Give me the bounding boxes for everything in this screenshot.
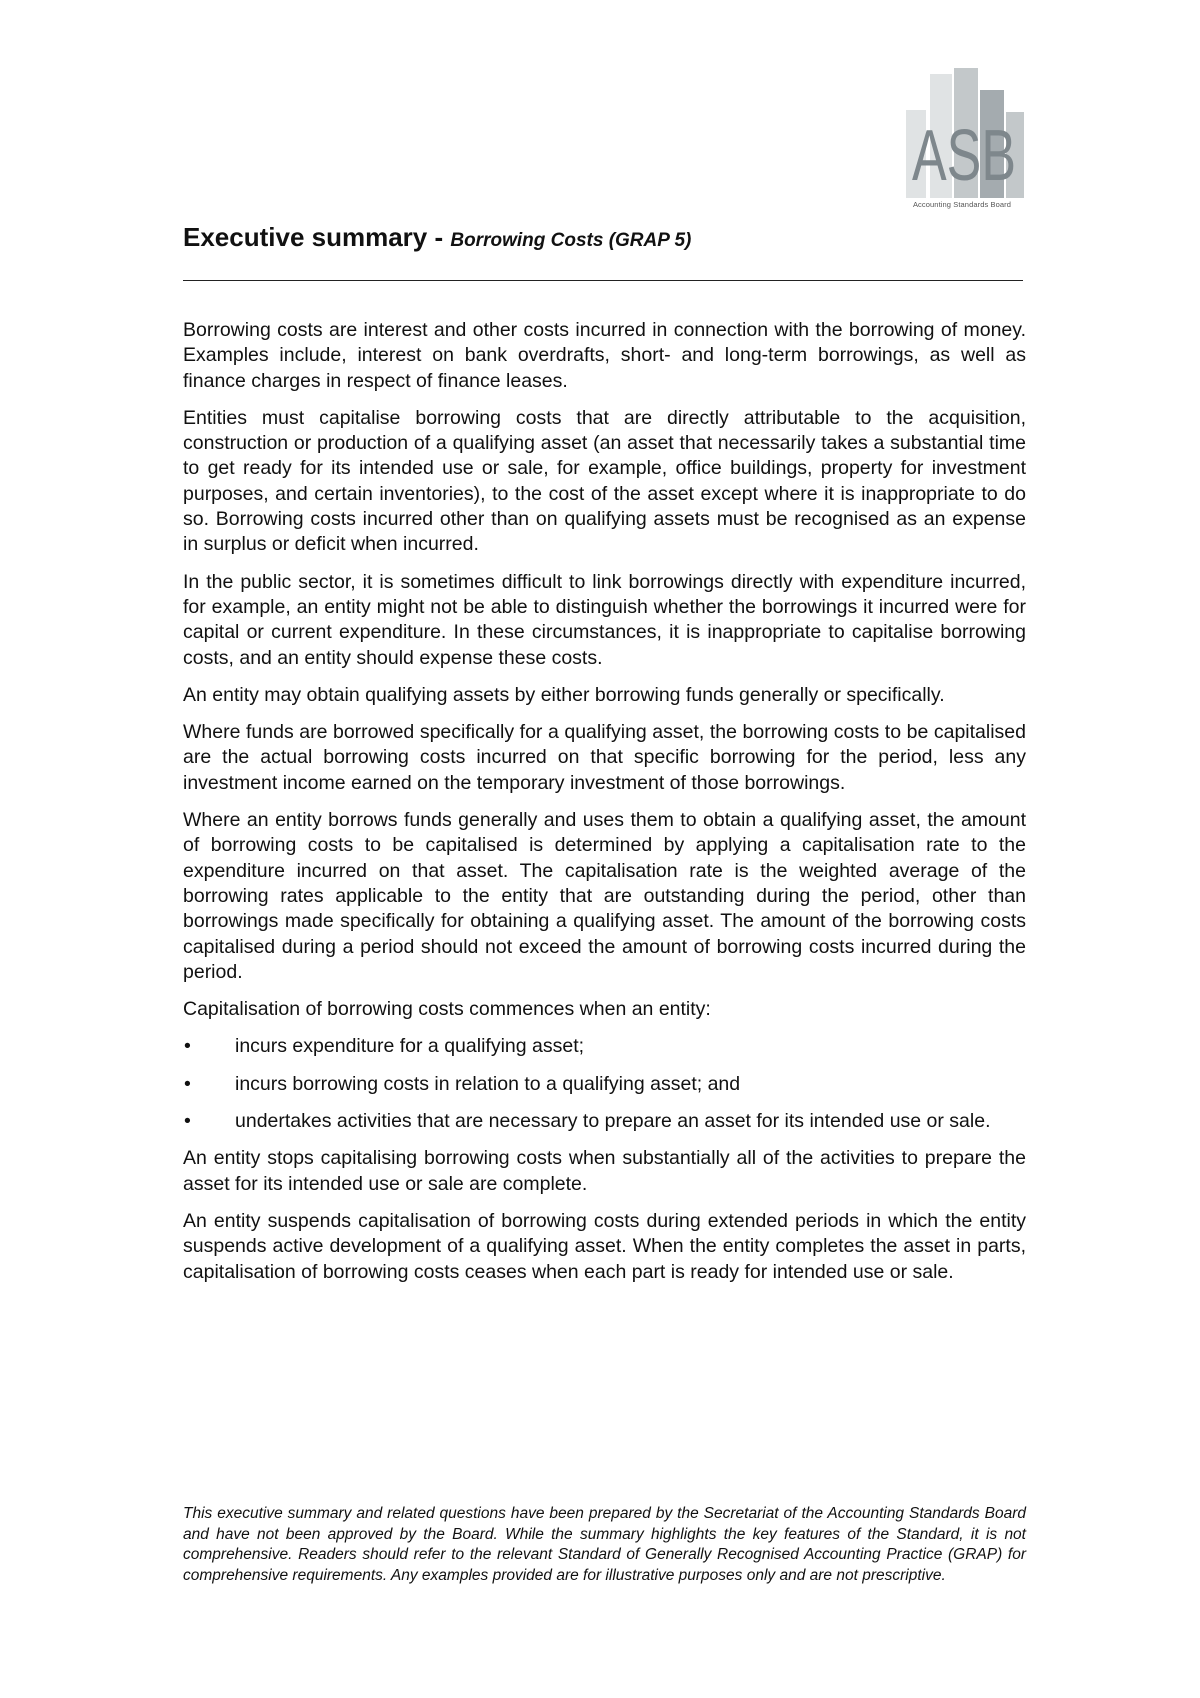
- list-item: [183, 1034, 1026, 1059]
- paragraph: An entity stops capitalising borrowing costs when substantially all of the activities to prepare the asset for its intended use or sale are complete.: [183, 1147, 1026, 1195]
- bullet-icon: •: [184, 1110, 191, 1133]
- page-title: [183, 222, 691, 253]
- paragraph: Where funds are borrowed specifically for a qualifying asset, the borrowing costs to be capitalised are the actual borrowing costs incurred on that specific borrowing for the period, less any investment income earned on the temporary investment of those borrowings.: [183, 721, 1026, 794]
- paragraph: Entities must capitalise borrowing costs that are directly attributable to the acquisition, construction or production of a qualifying asset (an asset that necessarily takes a substantial time to get ready for its intended use or sale, for example, office buildings, property for investment purposes, and certain inventories), to the cost of the asset except where it is inappropriate to do so. Borrowing costs incurred other than on qualifying assets must be recognised as an expense in surplus or deficit when incurred.: [183, 406, 1026, 556]
- asb-logo: [898, 68, 1026, 218]
- paragraph: An entity may obtain qualifying assets by either borrowing funds generally or specifically.: [183, 683, 945, 706]
- paragraph: Where an entity borrows funds generally and uses them to obtain a qualifying asset, the amount of borrowing costs to be capitalised is determined by applying a capitalisation rate to the expenditure incurred on that asset. The capitalisation rate is the weighted average of the borrowing rates applicable to the entity that are outstanding during the period, other than borrowings made specifically for obtaining a qualifying asset. The amount of the borrowing costs capitalised during a period should not exceed the amount of borrowing costs incurred during the period.: [183, 809, 1026, 983]
- list-item-text: incurs expenditure for a qualifying asset;: [235, 1035, 585, 1058]
- logo-letters: ASB: [912, 116, 1016, 196]
- paragraph: Capitalisation of borrowing costs commences when an entity:: [183, 998, 711, 1021]
- disclaimer-footnote: This executive summary and related questions have been prepared by the Secretariat of the Accounting Standards Board and have not been approved by the Board. While the summary highlights the key features of the Standard, it is not comprehensive. Readers should refer to the relevant Standard of Generally Recognised Accounting Practice (GRAP) for comprehensive requirements. Any examples provided are for illustrative purposes only and are not prescriptive.: [183, 1505, 1026, 1584]
- title-subtitle: Borrowing Costs (GRAP 5): [450, 230, 692, 251]
- asb-logo-graphic: [898, 68, 1026, 200]
- bullet-icon: •: [184, 1035, 191, 1058]
- bullet-list: [183, 1034, 1026, 1134]
- logo-subtitle: Accounting Standards Board: [912, 200, 1012, 209]
- paragraph: Borrowing costs are interest and other costs incurred in connection with the borrowing of money. Examples include, interest on bank overdrafts, short- and long-term borrowings, as well as finance charges in respect of finance leases.: [183, 319, 1026, 392]
- list-item: [183, 1072, 1026, 1097]
- list-item-text: undertakes activities that are necessary to prepare an asset for its intended use or sale.: [235, 1110, 991, 1133]
- paragraph: In the public sector, it is sometimes difficult to link borrowings directly with expenditure incurred, for example, an entity might not be able to distinguish whether the borrowings it incurred were for capital or current expenditure. In these circumstances, it is inappropriate to capitalise borrowing costs, and an entity should expense these costs.: [183, 570, 1026, 669]
- title-main: Executive summary -: [183, 222, 451, 252]
- bullet-icon: •: [184, 1072, 191, 1095]
- title-divider: [183, 280, 1023, 281]
- document-body: [183, 318, 1026, 1297]
- list-item-text: incurs borrowing costs in relation to a qualifying asset; and: [235, 1072, 741, 1095]
- paragraph: An entity suspends capitalisation of borrowing costs during extended periods in which the entity suspends active development of a qualifying asset. When the entity completes the asset in parts, capitalisation of borrowing costs ceases when each part is ready for intended use or sale.: [183, 1209, 1026, 1283]
- list-item: [183, 1109, 1026, 1134]
